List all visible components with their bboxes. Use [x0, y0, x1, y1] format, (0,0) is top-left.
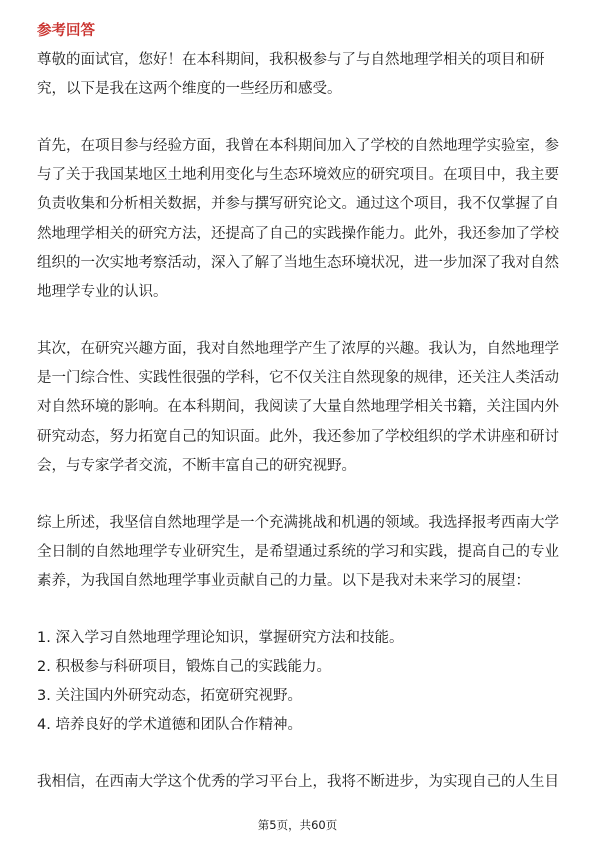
- text-line: 是一门综合性、实践性很强的学科，它不仅关注自然现象的规律，还关注人类活动: [37, 370, 559, 386]
- text-line: 负责收集和分析相关数据，并参与撰写研究论文。通过这个项目，我不仅掌握了自: [37, 196, 559, 212]
- list-item: 2. 积极参与科研项目，锻炼自己的实践能力。: [37, 659, 331, 675]
- text-line: 究，以下是我在这两个维度的一些经历和感受。: [37, 81, 342, 97]
- text-line: 研究动态，努力拓宽自己的知识面。此外，我还参加了学校组织的学术讲座和研讨: [37, 429, 559, 445]
- list-item: 3. 关注国内外研究动态，拓宽研究视野。: [37, 688, 302, 704]
- text-line: 其次，在研究兴趣方面，我对自然地理学产生了浓厚的兴趣。我认为，自然地理学: [37, 341, 559, 357]
- text-line: 素养，为我国自然地理学事业贡献自己的力量。以下是我对未来学习的展望：: [37, 573, 530, 589]
- text-line: 会，与专家学者交流，不断丰富自己的研究视野。: [37, 458, 356, 474]
- text-line: 全日制的自然地理学专业研究生，是希望通过系统的学习和实践，提高自己的专业: [37, 544, 559, 560]
- section-heading: 参考回答: [37, 23, 95, 39]
- text-line: 对自然环境的影响。在本科期间，我阅读了大量自然地理学相关书籍，关注国内外: [37, 399, 559, 415]
- list-item: 4. 培养良好的学术道德和团队合作精神。: [37, 717, 302, 733]
- text-line: 与了关于我国某地区土地利用变化与生态环境效应的研究项目。在项目中，我主要: [37, 167, 559, 183]
- text-line: 组织的一次实地考察活动，深入了解了当地生态环境状况，进一步加深了我对自然: [37, 255, 559, 271]
- text-line: 然地理学相关的研究方法，还提高了自己的实践操作能力。此外，我还参加了学校: [37, 226, 559, 242]
- text-line: 我相信，在西南大学这个优秀的学习平台上，我将不断进步，为实现自己的人生目: [37, 774, 559, 790]
- text-line: 综上所述，我坚信自然地理学是一个充满挑战和机遇的领域。我选择报考西南大学: [37, 515, 559, 531]
- list-item: 1. 深入学习自然地理学理论知识，掌握研究方法和技能。: [37, 630, 404, 646]
- text-line: 尊敬的面试官，您好！在本科期间，我积极参与了与自然地理学相关的项目和研: [37, 52, 545, 68]
- page-number: 第5页，共60页: [257, 818, 338, 832]
- text-line: 地理学专业的认识。: [37, 284, 168, 300]
- text-line: 首先，在项目参与经验方面，我曾在本科期间加入了学校的自然地理学实验室，参: [37, 138, 559, 154]
